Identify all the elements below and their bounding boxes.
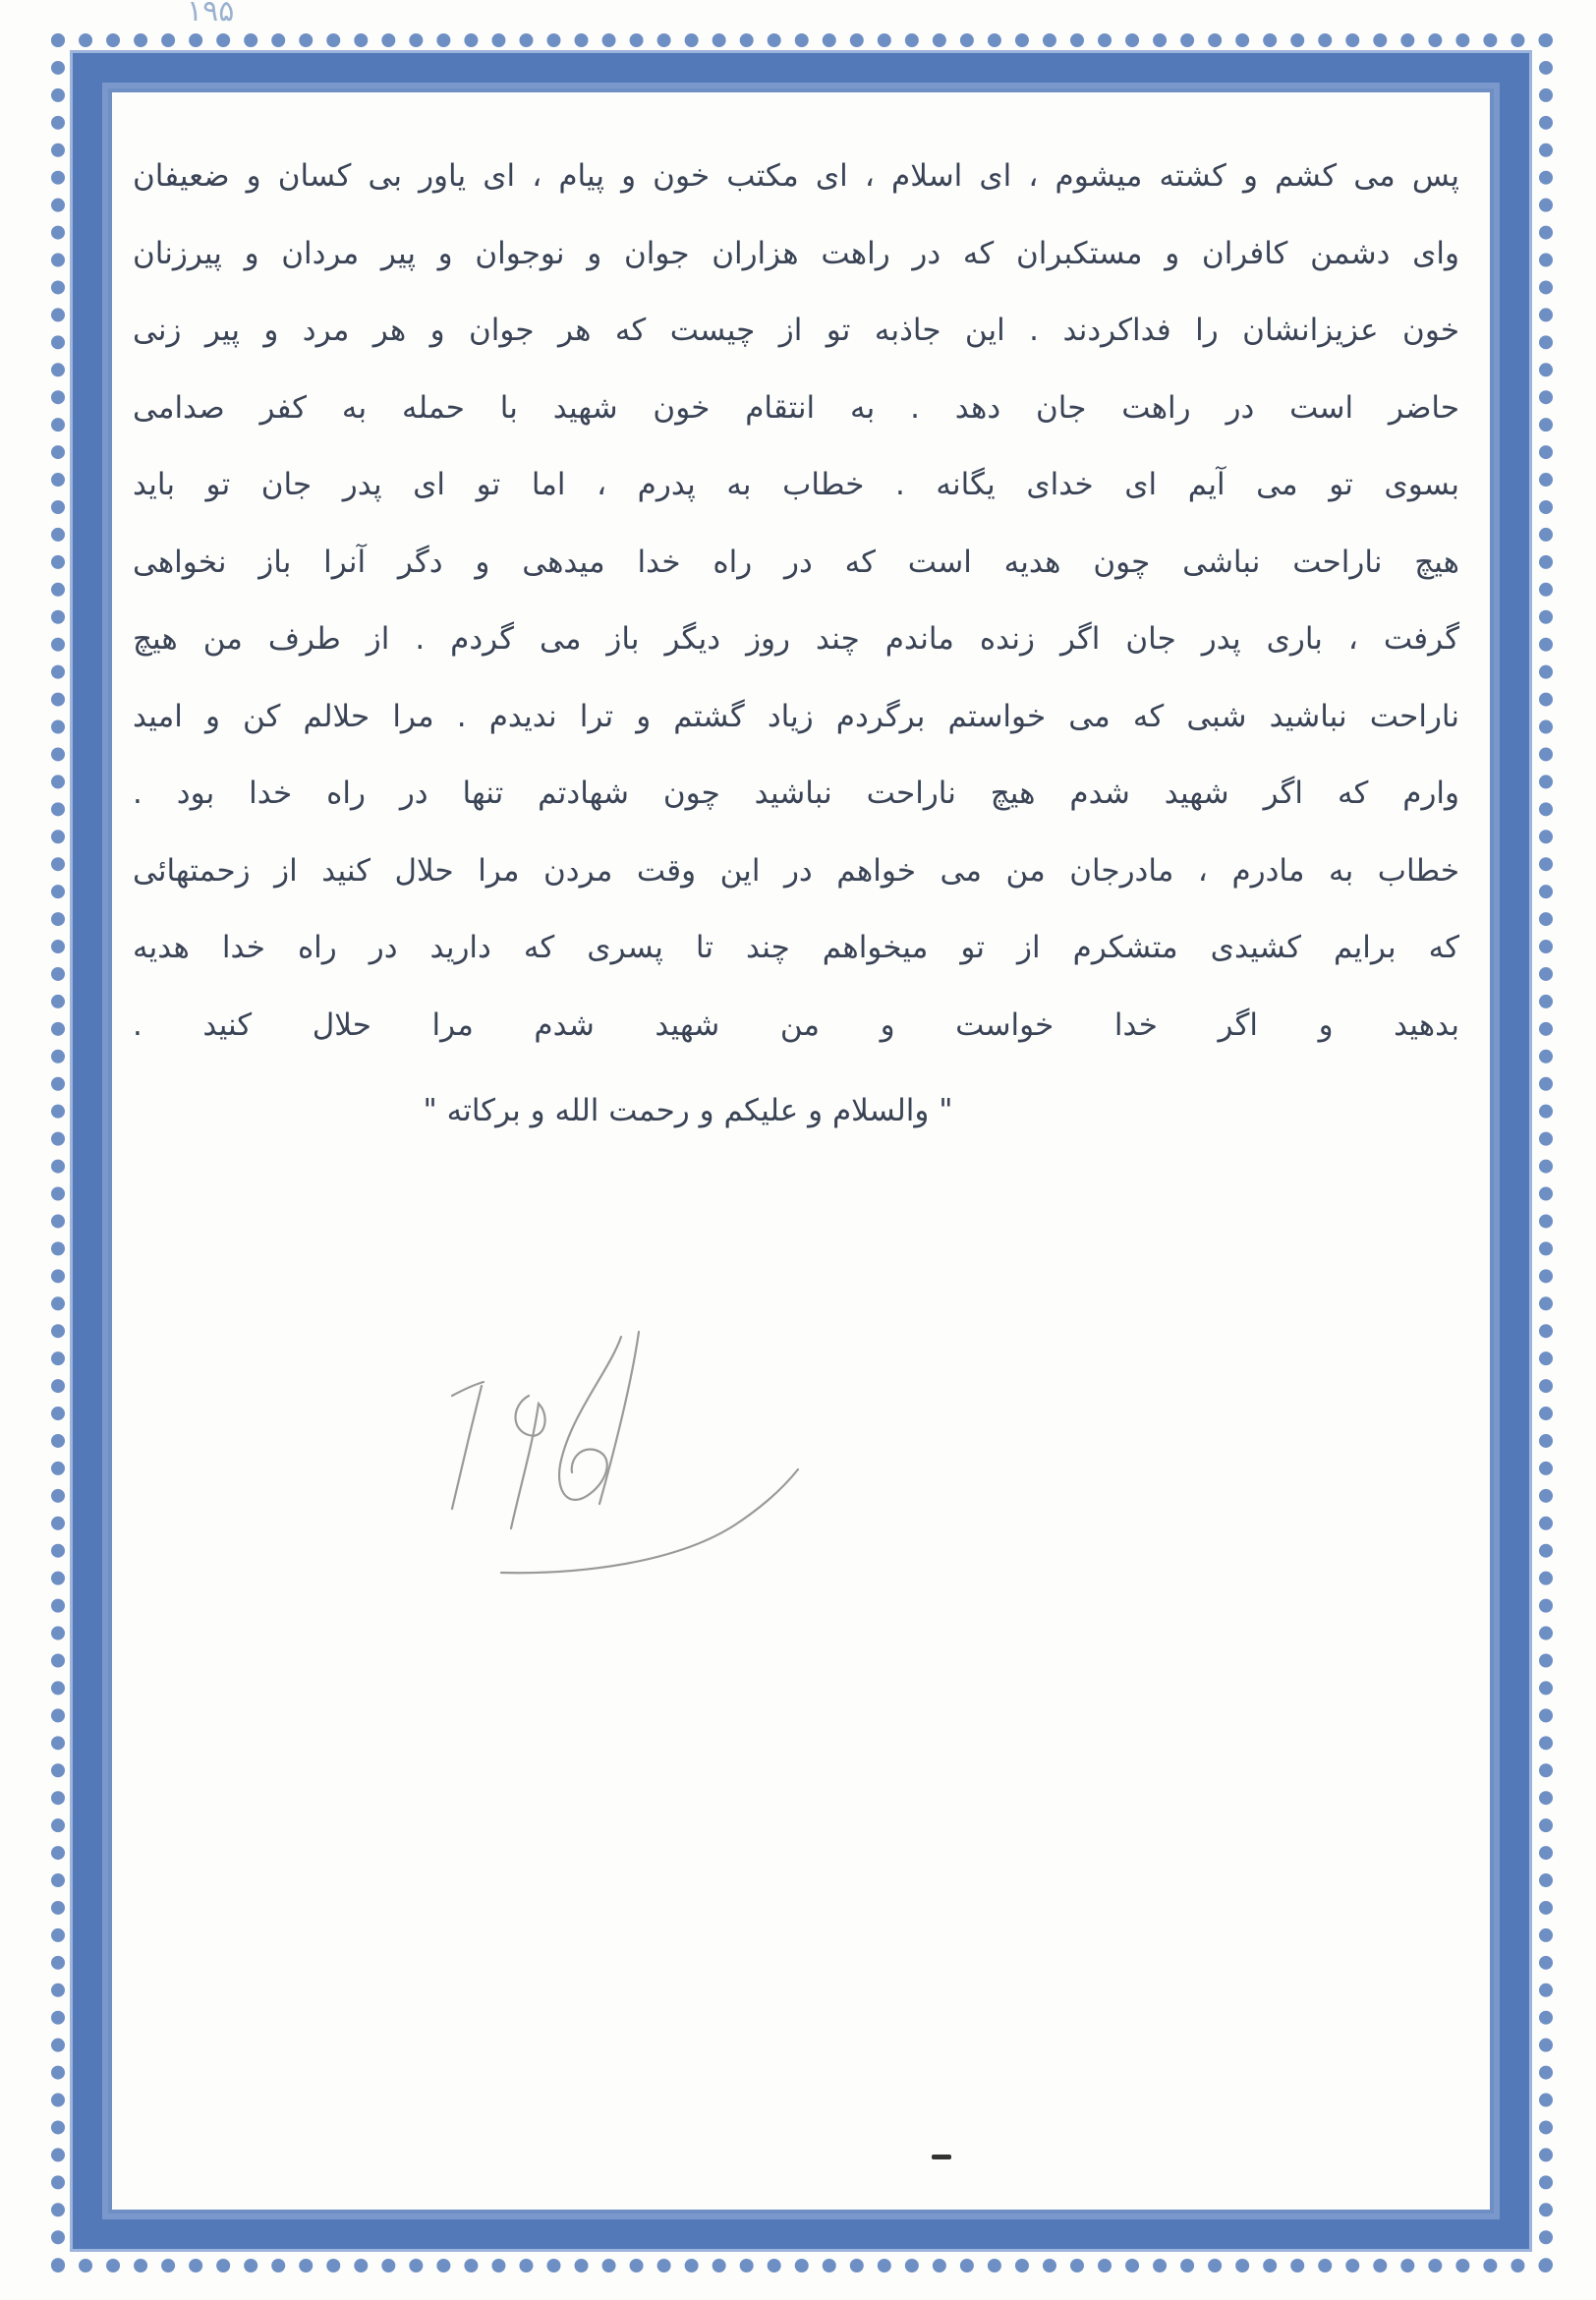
letter-line: وای دشمن کافران و مستکبران که در راهت هزاران جوان و نوجوان و پیر مردان و پیرزنان <box>133 235 1459 271</box>
letter-line: بسوی تو می آیم ای خدای یگانه . خطاب به پدرم ، اما تو ای پدر جان تو باید <box>133 467 1459 502</box>
letter-line: بدهید و اگر خدا خواست و من شهید شدم مرا حلال کنید . <box>133 1006 1459 1043</box>
letter-line: وارم که اگر شهید شدم هیچ ناراحت نباشید چون شهادتم تنها در راه خدا بود . <box>133 776 1459 811</box>
letter-line: گرفت ، باری پدر جان اگر زنده ماندم چند روز دیگر باز می گردم . از طرف من هیچ <box>133 621 1459 657</box>
handwritten-pencil-mark <box>413 1278 826 1602</box>
letter-line: هیچ ناراحت نباشی چون هدیه است که در راه خدا میدهی و دگر آنرا باز نخواهی <box>133 544 1459 580</box>
letter-line: پس می کشم و کشته میشوم ، ای اسلام ، ای مکتب خون و پیام ، ای یاور بی کسان و ضعیفان <box>133 158 1459 194</box>
letter-line: که برایم کشیدی متشکرم از تو میخواهم چند تا پسری که دارید در راه خدا هدیه <box>133 930 1459 965</box>
letter-line: حاضر است در راهت جان دهد . به انتقام خون شهید با حمله به کفر صدامی <box>133 389 1459 426</box>
letter-line: ناراحت نباشید شبی که می خواستم برگردم زیاد گشتم و ترا ندیدم . مرا حلالم کن و امید <box>133 698 1459 734</box>
ink-mark <box>932 2155 951 2159</box>
letter-line: خون عزیزانشان را فداکردند . این جاذبه تو از چیست که هر جوان و هر مرد و پیر زنی <box>133 313 1459 348</box>
closing-salutation: " والسلام و علیکم و رحمت الله و برکاته " <box>423 1093 953 1128</box>
page-number-mark: ۱۹۵ <box>187 0 235 29</box>
letter-body <box>133 138 1459 1064</box>
letter-line: خطاب به مادرم ، مادرجان من می خواهم در این وقت مردن مرا حلال کنید از زحمتهائی <box>133 852 1459 889</box>
